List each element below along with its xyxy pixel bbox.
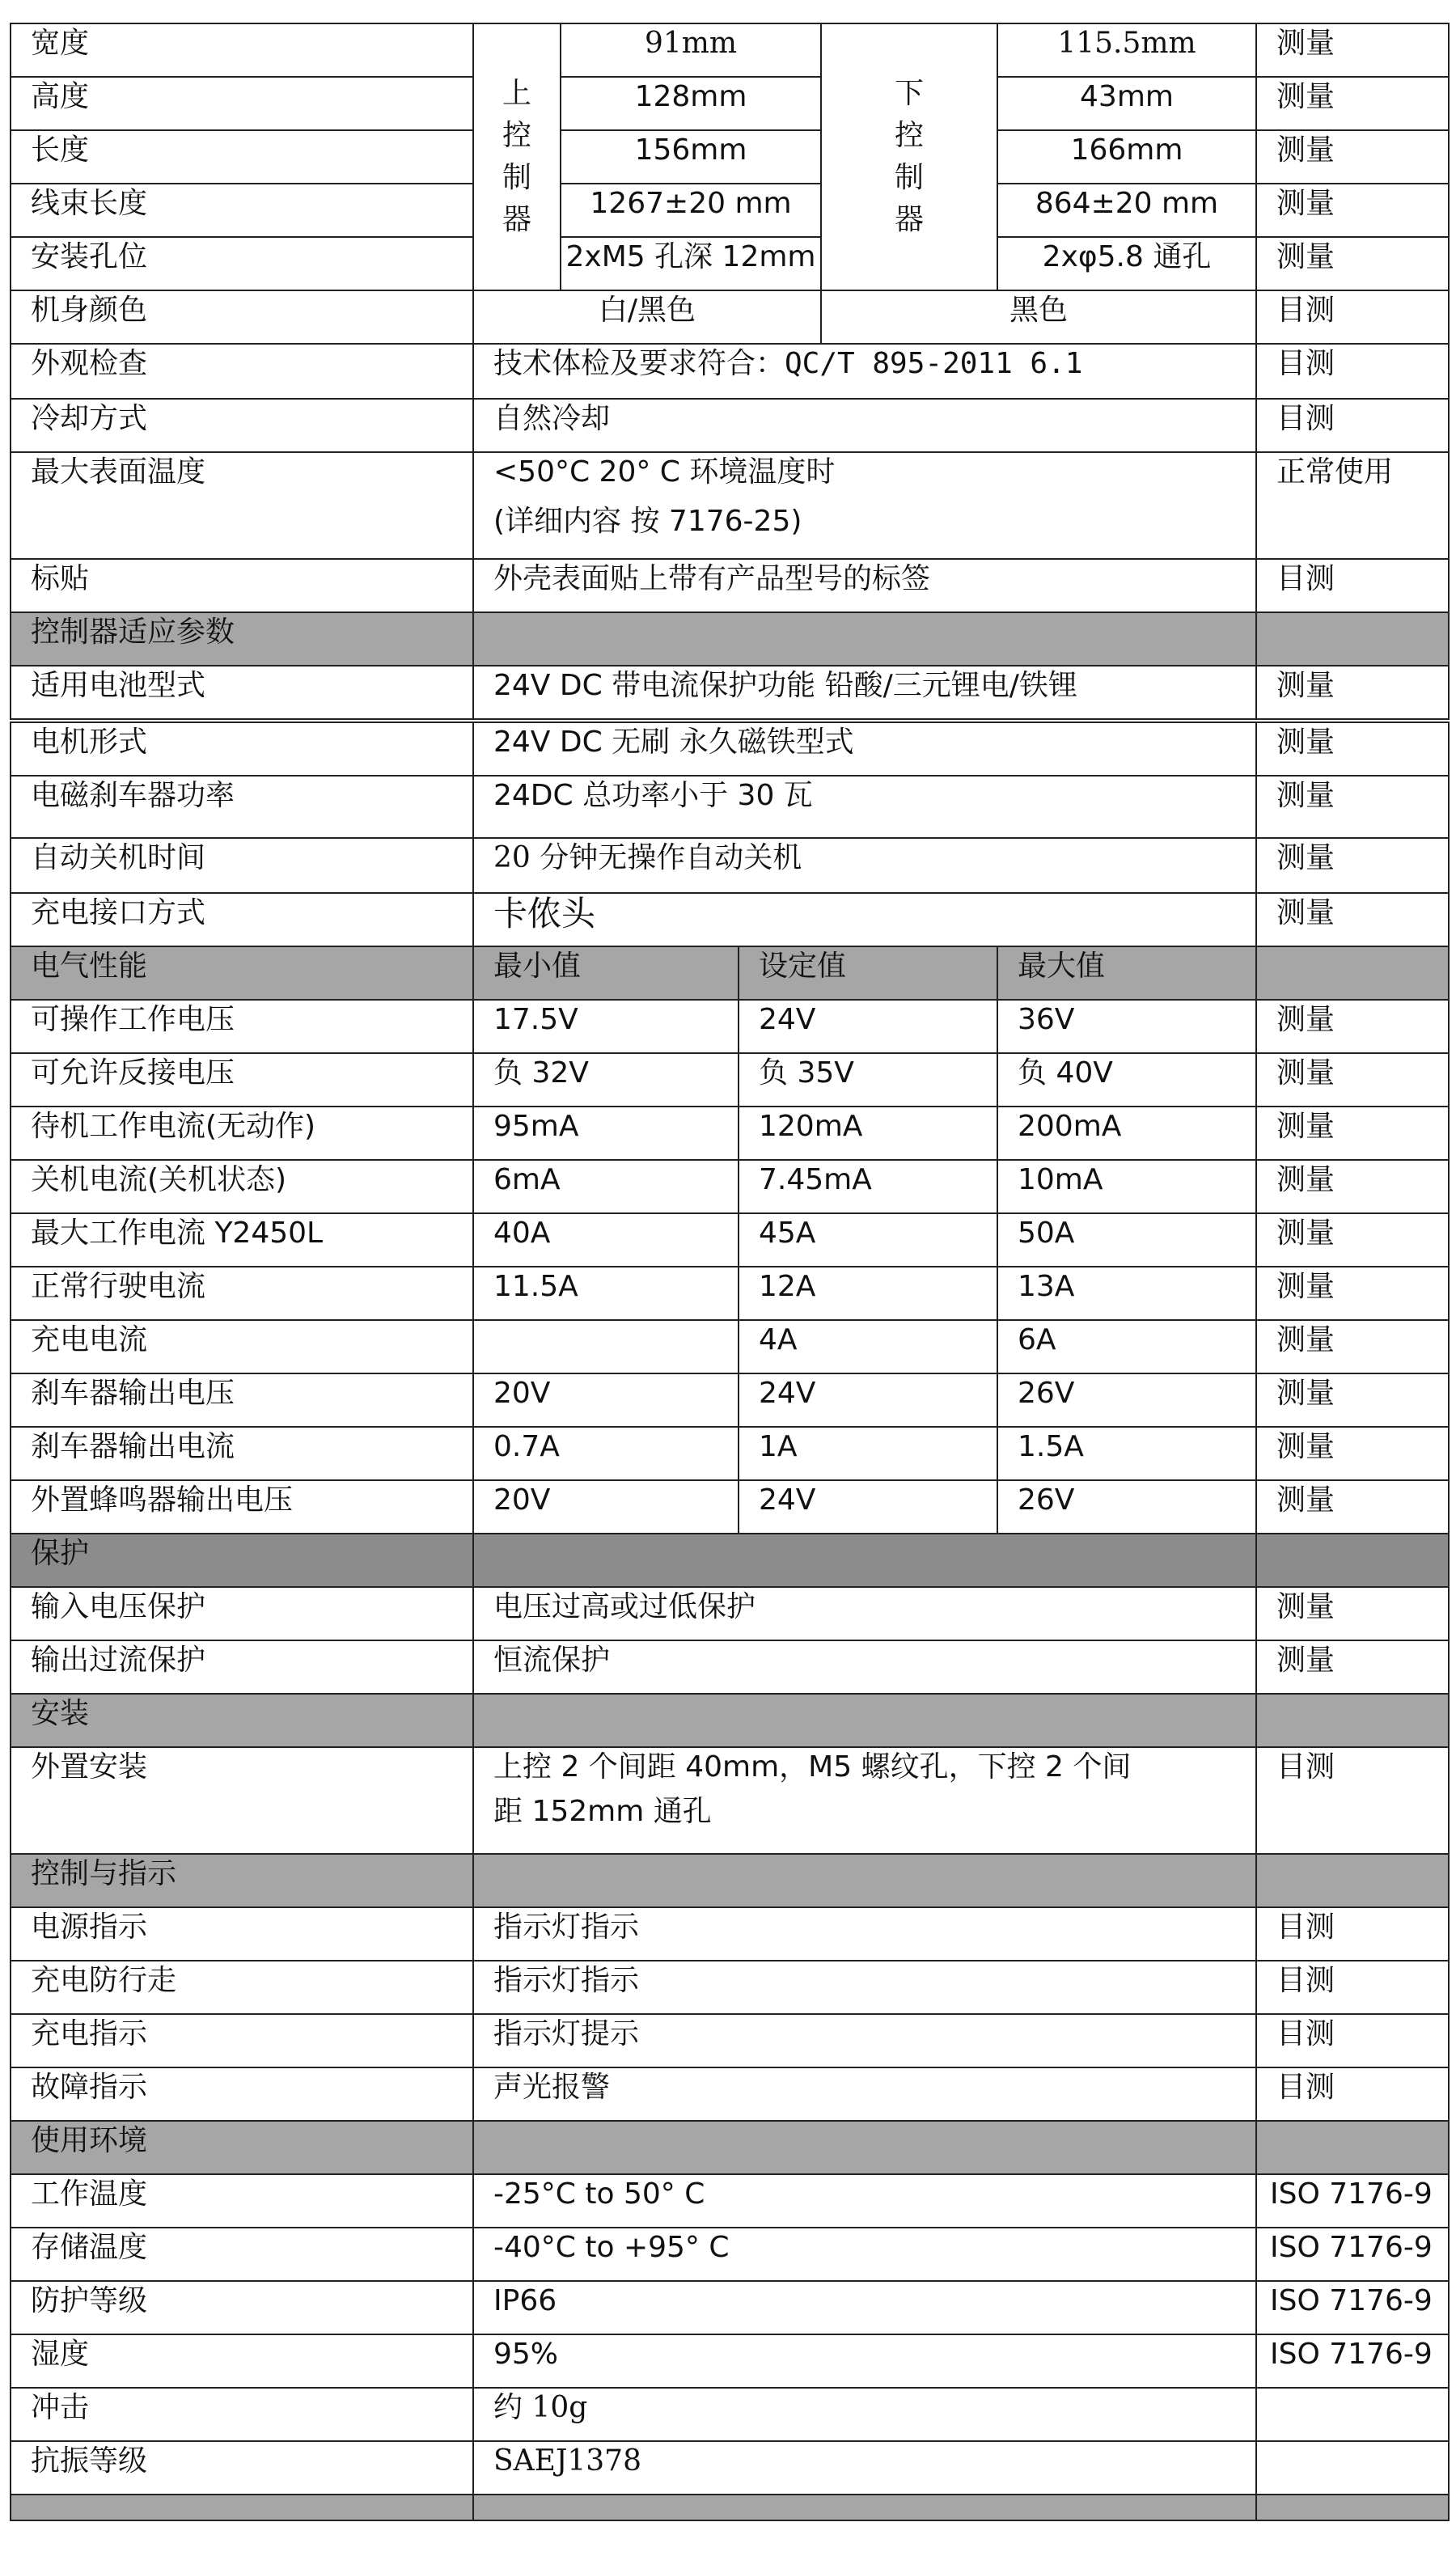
section-header bbox=[11, 946, 1449, 1000]
table-row bbox=[11, 1053, 1449, 1107]
row-label: 冷却方式 bbox=[11, 399, 473, 452]
row-label: 充电防行走 bbox=[11, 1961, 473, 2014]
table-row-cutoff bbox=[11, 2495, 1449, 2520]
table-row bbox=[11, 290, 1449, 344]
row-label: 输出过流保护 bbox=[11, 1640, 473, 1694]
table-row bbox=[11, 721, 1449, 776]
upper-value: 白/黑色 bbox=[473, 290, 821, 344]
upper-value: 156mm bbox=[561, 130, 821, 184]
row-label: 防护等级 bbox=[11, 2281, 473, 2334]
table-row bbox=[11, 2228, 1449, 2281]
min-value: 0.7A bbox=[473, 1427, 739, 1480]
table-row bbox=[11, 2441, 1449, 2495]
max-value: 6A bbox=[997, 1320, 1256, 1373]
lower-value: 43mm bbox=[997, 77, 1256, 130]
lower-value: 2xφ5.8 通孔 bbox=[997, 237, 1256, 290]
table-row bbox=[11, 452, 1449, 559]
method: 目测 bbox=[1256, 1961, 1449, 2014]
row-value: 24DC 总功率小于 30 瓦 bbox=[473, 776, 1256, 838]
section-title: 安装 bbox=[11, 1694, 473, 1747]
upper-value: 91mm bbox=[561, 23, 821, 77]
set-value: 负 35V bbox=[739, 1053, 997, 1107]
row-value: 指示灯指示 bbox=[473, 1907, 1256, 1961]
section-title: 保护 bbox=[11, 1534, 473, 1587]
method: 目测 bbox=[1256, 559, 1449, 612]
table-row bbox=[11, 1747, 1449, 1854]
row-label: 工作温度 bbox=[11, 2174, 473, 2228]
set-value: 24V bbox=[739, 1000, 997, 1053]
table-row bbox=[11, 1427, 1449, 1480]
method: 测量 bbox=[1256, 184, 1449, 237]
row-label: 电机形式 bbox=[11, 721, 473, 776]
max-value: 36V bbox=[997, 1000, 1256, 1053]
row-label: 自动关机时间 bbox=[11, 838, 473, 893]
row-label: 待机工作电流(无动作) bbox=[11, 1107, 473, 1160]
min-value: 负 32V bbox=[473, 1053, 739, 1107]
method: 测量 bbox=[1256, 1107, 1449, 1160]
min-value: 20V bbox=[473, 1480, 739, 1534]
table-row bbox=[11, 1480, 1449, 1534]
set-value: 7.45mA bbox=[739, 1160, 997, 1213]
upper-value: 2xM5 孔深 12mm bbox=[561, 237, 821, 290]
table-row bbox=[11, 666, 1449, 721]
row-label: 可允许反接电压 bbox=[11, 1053, 473, 1107]
method: 测量 bbox=[1256, 1053, 1449, 1107]
upper-controller-label: 上 控 制 器 bbox=[473, 23, 561, 290]
method: 测量 bbox=[1256, 776, 1449, 838]
row-label: 适用电池型式 bbox=[11, 666, 473, 721]
table-row bbox=[11, 344, 1449, 399]
row-value: 技术体检及要求符合：QC/T 895-2011 6.1 bbox=[473, 344, 1256, 399]
row-label: 高度 bbox=[11, 77, 473, 130]
upper-value: 1267±20 mm bbox=[561, 184, 821, 237]
row-label: 关机电流(关机状态) bbox=[11, 1160, 473, 1213]
table-row bbox=[11, 1320, 1449, 1373]
table-row bbox=[11, 838, 1449, 893]
lower-controller-label: 下 控 制 器 bbox=[821, 23, 997, 290]
table-row bbox=[11, 2174, 1449, 2228]
method: 测量 bbox=[1256, 1587, 1449, 1640]
column-header-min: 最小值 bbox=[473, 946, 739, 1000]
column-header-max: 最大值 bbox=[997, 946, 1256, 1000]
row-value: 24V DC 带电流保护功能 铅酸/三元锂电/铁锂 bbox=[473, 666, 1256, 721]
method: 目测 bbox=[1256, 2014, 1449, 2067]
lower-value: 115.5mm bbox=[997, 23, 1256, 77]
table-row bbox=[11, 1267, 1449, 1320]
section-header bbox=[11, 1854, 1449, 1907]
set-value: 1A bbox=[739, 1427, 997, 1480]
spec-table bbox=[10, 23, 1450, 2521]
section-header bbox=[11, 612, 1449, 666]
row-label: 外置安装 bbox=[11, 1747, 473, 1854]
table-row bbox=[11, 77, 1449, 130]
section-header bbox=[11, 1694, 1449, 1747]
row-label: 外观检查 bbox=[11, 344, 473, 399]
table-row bbox=[11, 1587, 1449, 1640]
min-value bbox=[473, 1320, 739, 1373]
method: 测量 bbox=[1256, 1373, 1449, 1427]
row-value: 上控 2 个间距 40mm，M5 螺纹孔，下控 2 个间 距 152mm 通孔 bbox=[473, 1747, 1256, 1854]
method: 目测 bbox=[1256, 399, 1449, 452]
table-row bbox=[11, 2334, 1449, 2388]
table-row bbox=[11, 893, 1449, 946]
method: 测量 bbox=[1256, 1480, 1449, 1534]
method bbox=[1256, 2388, 1449, 2441]
row-value: -40°C to +95° C bbox=[473, 2228, 1256, 2281]
row-value: 约 10g bbox=[473, 2388, 1256, 2441]
section-title: 使用环境 bbox=[11, 2121, 473, 2174]
min-value: 95mA bbox=[473, 1107, 739, 1160]
row-value: 指示灯指示 bbox=[473, 1961, 1256, 2014]
method: 测量 bbox=[1256, 893, 1449, 946]
max-value: 26V bbox=[997, 1480, 1256, 1534]
table-row bbox=[11, 184, 1449, 237]
row-value: IP66 bbox=[473, 2281, 1256, 2334]
section-header bbox=[11, 2121, 1449, 2174]
method: 测量 bbox=[1256, 721, 1449, 776]
table-row bbox=[11, 1640, 1449, 1694]
max-value: 13A bbox=[997, 1267, 1256, 1320]
table-row bbox=[11, 399, 1449, 452]
lower-value: 166mm bbox=[997, 130, 1256, 184]
row-label: 抗振等级 bbox=[11, 2441, 473, 2495]
row-label: 充电电流 bbox=[11, 1320, 473, 1373]
set-value: 120mA bbox=[739, 1107, 997, 1160]
table-row bbox=[11, 23, 1449, 77]
row-value: 卡侬头 bbox=[473, 893, 1256, 946]
table-row bbox=[11, 2388, 1449, 2441]
table-row bbox=[11, 2067, 1449, 2121]
set-value: 24V bbox=[739, 1373, 997, 1427]
table-row bbox=[11, 1160, 1449, 1213]
row-value: 外壳表面贴上带有产品型号的标签 bbox=[473, 559, 1256, 612]
table-row bbox=[11, 2281, 1449, 2334]
method: 测量 bbox=[1256, 1213, 1449, 1267]
method: 测量 bbox=[1256, 1640, 1449, 1694]
method: 目测 bbox=[1256, 344, 1449, 399]
method: 测量 bbox=[1256, 1000, 1449, 1053]
method: ISO 7176-9 bbox=[1256, 2174, 1449, 2228]
upper-value: 128mm bbox=[561, 77, 821, 130]
row-label: 电磁刹车器功率 bbox=[11, 776, 473, 838]
row-label: 刹车器输出电流 bbox=[11, 1427, 473, 1480]
method: 目测 bbox=[1256, 1747, 1449, 1854]
method: 测量 bbox=[1256, 666, 1449, 721]
table-row bbox=[11, 237, 1449, 290]
row-value: 24V DC 无刷 永久磁铁型式 bbox=[473, 721, 1256, 776]
method: 测量 bbox=[1256, 23, 1449, 77]
max-value: 1.5A bbox=[997, 1427, 1256, 1480]
row-value: 指示灯提示 bbox=[473, 2014, 1256, 2067]
row-value: 电压过高或过低保护 bbox=[473, 1587, 1256, 1640]
table-row bbox=[11, 1961, 1449, 2014]
method: ISO 7176-9 bbox=[1256, 2281, 1449, 2334]
row-label: 电源指示 bbox=[11, 1907, 473, 1961]
table-row bbox=[11, 130, 1449, 184]
table-row bbox=[11, 776, 1449, 838]
row-label: 安装孔位 bbox=[11, 237, 473, 290]
row-value: -25°C to 50° C bbox=[473, 2174, 1256, 2228]
row-label: 冲击 bbox=[11, 2388, 473, 2441]
lower-value: 黑色 bbox=[821, 290, 1256, 344]
method: 测量 bbox=[1256, 1427, 1449, 1480]
row-value: SAEJ1378 bbox=[473, 2441, 1256, 2495]
set-value: 24V bbox=[739, 1480, 997, 1534]
row-label: 充电指示 bbox=[11, 2014, 473, 2067]
max-value: 50A bbox=[997, 1213, 1256, 1267]
row-label: 可操作工作电压 bbox=[11, 1000, 473, 1053]
row-label: 存储温度 bbox=[11, 2228, 473, 2281]
row-value: 恒流保护 bbox=[473, 1640, 1256, 1694]
min-value: 11.5A bbox=[473, 1267, 739, 1320]
method: 正常使用 bbox=[1256, 452, 1449, 559]
row-label: 正常行驶电流 bbox=[11, 1267, 473, 1320]
table-row bbox=[11, 1373, 1449, 1427]
set-value: 45A bbox=[739, 1213, 997, 1267]
method: 测量 bbox=[1256, 1320, 1449, 1373]
set-value: 4A bbox=[739, 1320, 997, 1373]
row-label: 最大工作电流 Y2450L bbox=[11, 1213, 473, 1267]
method: 测量 bbox=[1256, 77, 1449, 130]
section-title: 控制与指示 bbox=[11, 1854, 473, 1907]
section-header bbox=[11, 1534, 1449, 1587]
lower-value: 864±20 mm bbox=[997, 184, 1256, 237]
section-title: 控制器适应参数 bbox=[11, 612, 473, 666]
row-label: 线束长度 bbox=[11, 184, 473, 237]
min-value: 17.5V bbox=[473, 1000, 739, 1053]
row-value: 95% bbox=[473, 2334, 1256, 2388]
section-title: 电气性能 bbox=[11, 946, 473, 1000]
row-value: 自然冷却 bbox=[473, 399, 1256, 452]
row-label: 充电接口方式 bbox=[11, 893, 473, 946]
row-label: 外置蜂鸣器输出电压 bbox=[11, 1480, 473, 1534]
method bbox=[1256, 2441, 1449, 2495]
method: 测量 bbox=[1256, 838, 1449, 893]
row-label: 最大表面温度 bbox=[11, 452, 473, 559]
table-row bbox=[11, 1000, 1449, 1053]
table-row bbox=[11, 1107, 1449, 1160]
table-row bbox=[11, 2014, 1449, 2067]
max-value: 负 40V bbox=[997, 1053, 1256, 1107]
method: 测量 bbox=[1256, 237, 1449, 290]
method: 测量 bbox=[1256, 1267, 1449, 1320]
row-label: 湿度 bbox=[11, 2334, 473, 2388]
method: 目测 bbox=[1256, 2067, 1449, 2121]
method: 目测 bbox=[1256, 1907, 1449, 1961]
table-row bbox=[11, 1907, 1449, 1961]
method: ISO 7176-9 bbox=[1256, 2334, 1449, 2388]
method: ISO 7176-9 bbox=[1256, 2228, 1449, 2281]
row-value: 声光报警 bbox=[473, 2067, 1256, 2121]
row-label: 刹车器输出电压 bbox=[11, 1373, 473, 1427]
min-value: 6mA bbox=[473, 1160, 739, 1213]
row-label: 宽度 bbox=[11, 23, 473, 77]
row-value: <50°C 20° C 环境温度时 (详细内容 按 7176-25) bbox=[473, 452, 1256, 559]
method: 测量 bbox=[1256, 1160, 1449, 1213]
row-label: 机身颜色 bbox=[11, 290, 473, 344]
method: 测量 bbox=[1256, 130, 1449, 184]
table-row bbox=[11, 1213, 1449, 1267]
max-value: 10mA bbox=[997, 1160, 1256, 1213]
max-value: 200mA bbox=[997, 1107, 1256, 1160]
min-value: 40A bbox=[473, 1213, 739, 1267]
set-value: 12A bbox=[739, 1267, 997, 1320]
max-value: 26V bbox=[997, 1373, 1256, 1427]
method: 目测 bbox=[1256, 290, 1449, 344]
row-label: 标贴 bbox=[11, 559, 473, 612]
column-header-set: 设定值 bbox=[739, 946, 997, 1000]
row-label: 长度 bbox=[11, 130, 473, 184]
row-label: 故障指示 bbox=[11, 2067, 473, 2121]
min-value: 20V bbox=[473, 1373, 739, 1427]
table-row bbox=[11, 559, 1449, 612]
row-value: 20 分钟无操作自动关机 bbox=[473, 838, 1256, 893]
row-label: 输入电压保护 bbox=[11, 1587, 473, 1640]
